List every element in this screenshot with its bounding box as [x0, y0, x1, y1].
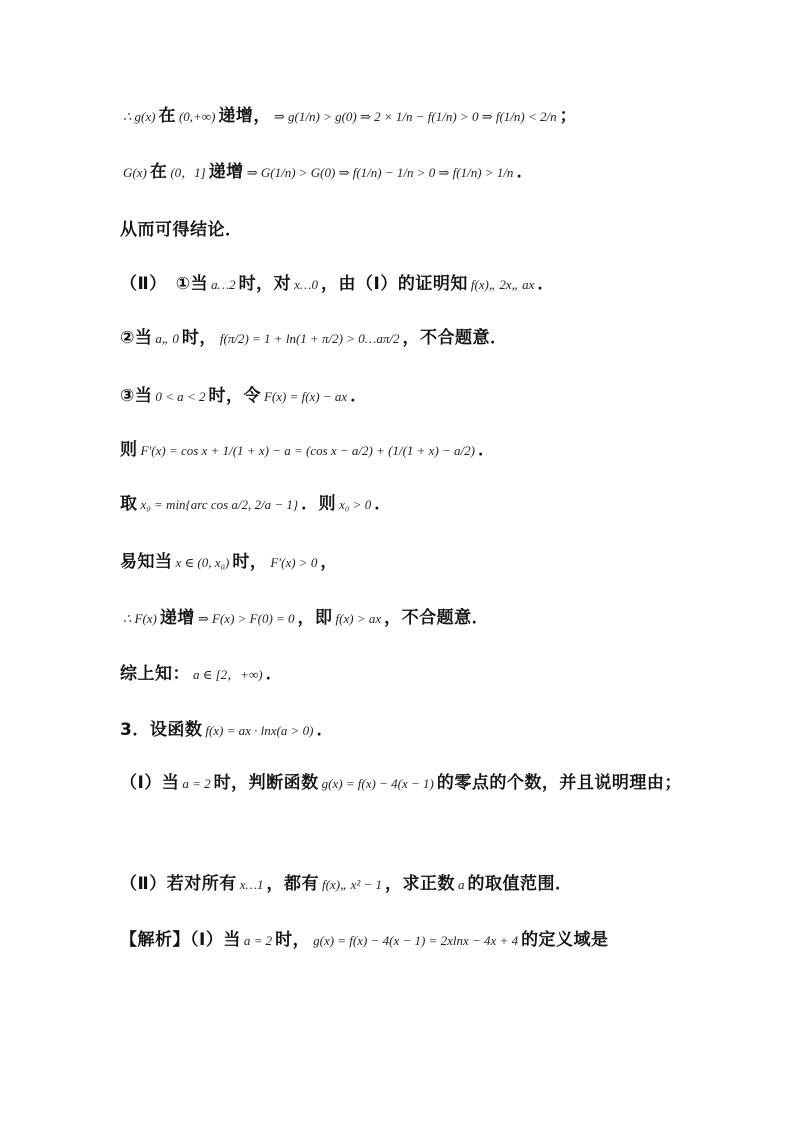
math-expression: a ∈ [2，+∞) [193, 667, 263, 682]
math-expression: f(x)„ x² − 1 [322, 877, 383, 892]
line-13 [120, 766, 690, 801]
text-fragment: ． [477, 440, 496, 460]
line-7 [120, 436, 690, 465]
text-fragment: 【解析】（Ⅰ）当 [120, 930, 241, 950]
math-expression: ⇒ G(1/n) > G(0) ⇒ f(1/n) − 1/n > 0 ⇒ f(1/n) > 1/n [246, 165, 514, 180]
math-expression: a = 2 [243, 933, 273, 948]
text-fragment: ．则 [301, 494, 337, 514]
text-fragment: ， [320, 552, 338, 572]
line-2 [120, 158, 690, 187]
text-fragment: ，不合题意． [402, 328, 508, 348]
line-3 [120, 216, 690, 244]
text-fragment: ②当 [120, 328, 153, 348]
line-6 [120, 382, 690, 411]
text-fragment: 在 [149, 162, 168, 182]
text-fragment: 的取值范围． [467, 874, 573, 894]
math-expression: g(x) = f(x) − 4(x − 1) = 2xlnx − 4x + 4 [313, 933, 519, 948]
line-10 [120, 604, 690, 633]
math-expression: a„ 0 [155, 331, 179, 346]
math-expression: g(x) = f(x) − 4(x − 1) [321, 776, 434, 791]
text-fragment: 递增 [159, 608, 195, 628]
text-fragment: 在 [158, 106, 176, 126]
math-expression: (0，1] [170, 165, 206, 180]
line-15 [120, 926, 690, 955]
math-expression: ⇒ F(x) > F(0) = 0 [197, 611, 295, 626]
line-11 [120, 660, 690, 689]
math-expression: f(x) > ax [335, 611, 382, 626]
math-expression: ⇒ g(1/n) > g(0) ⇒ 2 × 1/n − f(1/n) > 0 ⇒ f(1/n) < 2/n [273, 109, 557, 124]
line-4 [120, 270, 690, 299]
text-fragment: ； [559, 106, 578, 126]
text-fragment: （Ⅱ） ①当 [120, 274, 209, 294]
math-expression: G(x) [123, 165, 147, 180]
text-fragment: 易知当 [120, 552, 173, 572]
text-fragment: 时， [181, 328, 217, 348]
text-fragment: ． [265, 664, 284, 684]
text-fragment: ③当 [120, 386, 153, 406]
line-8 [120, 490, 690, 519]
math-expression: F′(x) = cos x + 1/(1 + x) − a = (cos x − a/2) + (1/(1 + x) − a/2) [140, 443, 475, 458]
text-fragment: 时， [275, 930, 311, 950]
text-fragment: 递增 [208, 162, 244, 182]
text-fragment: 时，对 [238, 274, 292, 294]
math-expression: ∴ g(x) [123, 109, 156, 124]
text-fragment: ，不合题意． [384, 608, 490, 628]
math-expression: ∴ F(x) [123, 611, 157, 626]
line-14 [120, 870, 690, 899]
text-fragment: 时，令 [208, 386, 261, 406]
text-fragment: ，都有 [266, 874, 320, 894]
math-expression: f(x) = ax · lnx(a > 0) [205, 723, 314, 738]
text-fragment: 从而可得结论． [120, 220, 243, 240]
line-9 [120, 548, 690, 577]
math-expression: (0,+∞) [178, 109, 216, 124]
math-expression: a = 2 [182, 776, 211, 791]
math-expression: x₀ > 0 [339, 497, 372, 512]
math-expression: x₀ = min{arc cos a/2, 2/a − 1} [140, 497, 299, 512]
text-fragment: 则 [120, 440, 138, 460]
math-expression: a [458, 877, 465, 892]
line-1 [120, 102, 690, 131]
text-fragment: 3．设函数 [120, 720, 203, 740]
math-expression: a…2 [211, 277, 236, 292]
line-5 [120, 324, 690, 353]
text-fragment: 时， [232, 552, 268, 572]
math-expression: x…1 [239, 877, 264, 892]
math-expression: x ∈ (0, x₀) [175, 555, 230, 570]
line-12 [120, 716, 690, 745]
text-fragment: ． [374, 494, 392, 514]
text-fragment: ，求正数 [385, 874, 456, 894]
math-expression: x…0 [294, 277, 318, 292]
text-fragment: ，由（Ⅰ）的证明知 [321, 274, 468, 294]
text-fragment: ，即 [297, 608, 333, 628]
text-fragment: 时，判断函数 [213, 773, 319, 793]
text-fragment: （Ⅰ）当 [120, 773, 180, 793]
math-expression: f(x)„ 2x„ ax [470, 277, 535, 292]
math-expression: f(π/2) = 1 + ln(1 + π/2) > 0…aπ/2 [219, 331, 400, 346]
text-fragment: 的零点的个数，并且说明理由； [436, 773, 682, 793]
text-fragment: 的定义域是 [521, 930, 609, 950]
text-fragment: 取 [120, 494, 138, 514]
text-fragment: 综上知： [120, 664, 190, 684]
math-expression: F(x) = f(x) − ax [263, 389, 348, 404]
text-fragment: ． [316, 720, 334, 740]
text-fragment: ． [537, 274, 555, 294]
text-fragment: （Ⅱ）若对所有 [120, 874, 237, 894]
math-expression: F′(x) > 0 [270, 555, 318, 570]
math-expression: 0 < a < 2 [155, 389, 206, 404]
text-fragment: 递增， [218, 106, 271, 126]
text-fragment: ． [350, 386, 368, 406]
text-fragment: ． [516, 162, 534, 182]
